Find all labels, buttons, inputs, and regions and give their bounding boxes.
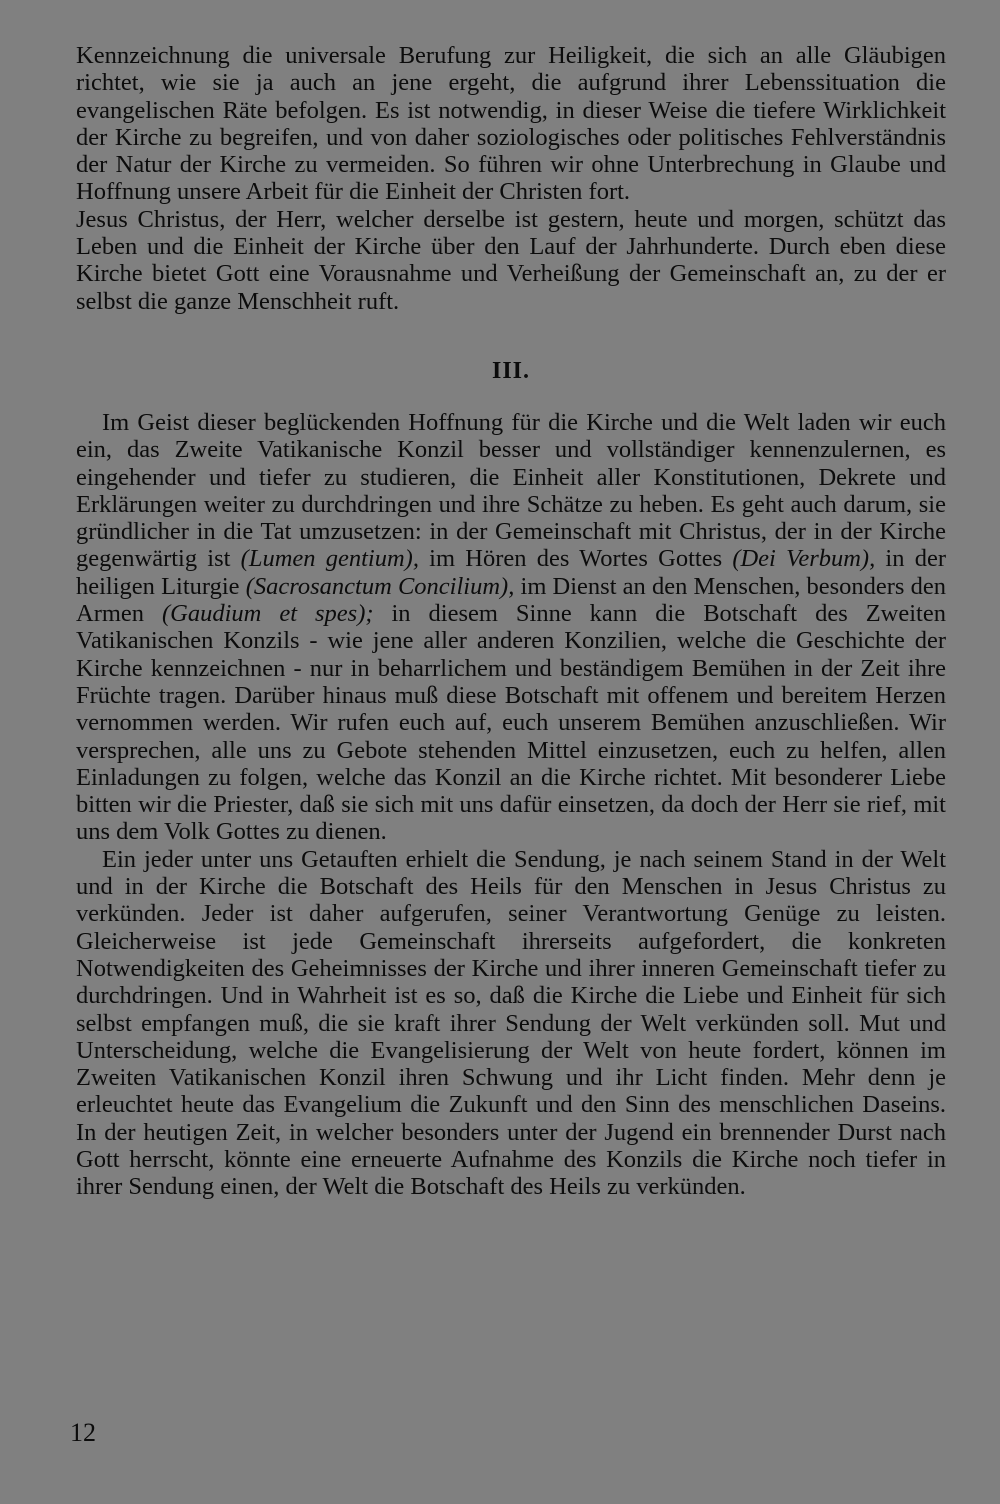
paragraph-3 [76, 409, 946, 846]
paragraph-3-text-2: im Hören des Wortes Gottes [418, 545, 733, 573]
document-page [76, 42, 946, 1201]
paragraph-3-text-1: Im Geist dieser beglückenden Hoffnung für die Kirche und die Welt laden wir euch ein, das Zweite Vatikanische Konzil besser und vollständiger kennenzulernen, es eingehender und tiefer zu studieren, die Einheit aller Konstitutionen, Dekrete und Erklärungen weiter zu durchdringen und ihre Schätze zu heben. Es geht auch darum, sie gründlicher in die Tat umzusetzen: in der Gemeinschaft mit Christus, der in der Kirche gegenwärtig ist [76, 408, 946, 573]
citation-sacrosanctum-concilium: (Sacrosanctum Concilium), [245, 572, 515, 600]
paragraph-3-text-3: in der heiligen Liturgie [76, 545, 946, 600]
paragraph-2: Jesus Christus, der Herr, welcher derselbe ist gestern, heute und morgen, schützt das Leben und die Einheit der Kirche über den Lauf der Jahrhunderte. Durch eben diese Kirche bietet Gott eine Vorausnahme und Verheißung der Gemeinschaft an, zu der er selbst die ganze Menschheit ruft. [76, 205, 946, 315]
paragraph-3-text-5: in diesem Sinne kann die Botschaft des Zweiten Vatikanischen Konzils - wie jene aller anderen Konzilien, welche die Geschichte der Kirche kennzeichnen - nur in beharrlichem und beständigem Bemühen in der Zeit ihre Früchte tragen. Darüber hinaus muß diese Botschaft mit offenem und bereitem Herzen vernommen werden. Wir rufen euch auf, euch unserem Bemühen anzuschließen. Wir versprechen, alle uns zu Gebote stehenden Mittel einzusetzen, euch zu helfen, allen Einladungen zu folgen, welche das Konzil an die Kirche richtet. Mit besonderer Liebe bitten wir die Priester, daß sie sich mit uns dafür einsetzen, da doch der Herr sie rief, mit uns dem Volk Gottes zu dienen. [76, 600, 946, 846]
section-heading: III. [491, 357, 531, 384]
paragraph-1: Kennzeichnung die universale Berufung zur Heiligkeit, die sich an alle Gläubigen richtet, wie sie ja auch an jene ergeht, die aufgrund ihrer Lebenssituation die evangelischen Räte befolgen. Es ist notwendig, in dieser Weise die tiefere Wirklichkeit der Kirche zu begreifen, und von daher soziologisches oder politisches Fehlverständnis der Natur der Kirche zu vermeiden. So führen wir ohne Unterbrechung in Glaube und Hoffnung unsere Arbeit für die Einheit der Christen fort. [76, 42, 946, 206]
citation-gaudium-et-spes: (Gaudium et spes); [162, 600, 374, 628]
page-number: 12 [70, 1418, 96, 1447]
citation-dei-verbum: (Dei Verbum), [732, 545, 876, 573]
paragraph-3-text-4: im Dienst an den Menschen, besonders den Armen [76, 572, 946, 628]
paragraph-4: Ein jeder unter uns Getauften erhielt die Sendung, je nach seinem Stand in der Welt und in der Kirche die Botschaft des Heils für den Menschen in Jesus Christus zu verkünden. Jeder ist daher aufgerufen, seiner Verantwortung Genüge zu leisten. Gleicherweise ist jede Gemeinschaft ihrerseits aufgefordert, die konkreten Notwendigkeiten des Geheimnisses der Kirche und ihrer inneren Gemeinschaft tiefer zu durchdringen. Und in Wahrheit ist es so, daß die Kirche die Liebe und Einheit für sich selbst empfangen muß, die sie kraft ihrer Sendung der Welt verkünden soll. Mut und Unterscheidung, welche die Evangelisierung der Welt von heute fordert, können im Zweiten Vatikanischen Konzil ihren Schwung und ihr Licht finden. Mehr denn je erleuchtet heute das Evangelium die Zukunft und den Sinn des menschlichen Daseins. In der heutigen Zeit, in welcher besonders unter der Jugend ein brennender Durst nach Gott herrscht, könnte eine erneuerte Aufnahme des Konzils die Kirche noch tiefer in ihrer Sendung einen, der Welt die Botschaft des Heils zu verkünden. [76, 845, 946, 1201]
citation-lumen-gentium: (Lumen gentium), [240, 545, 419, 573]
